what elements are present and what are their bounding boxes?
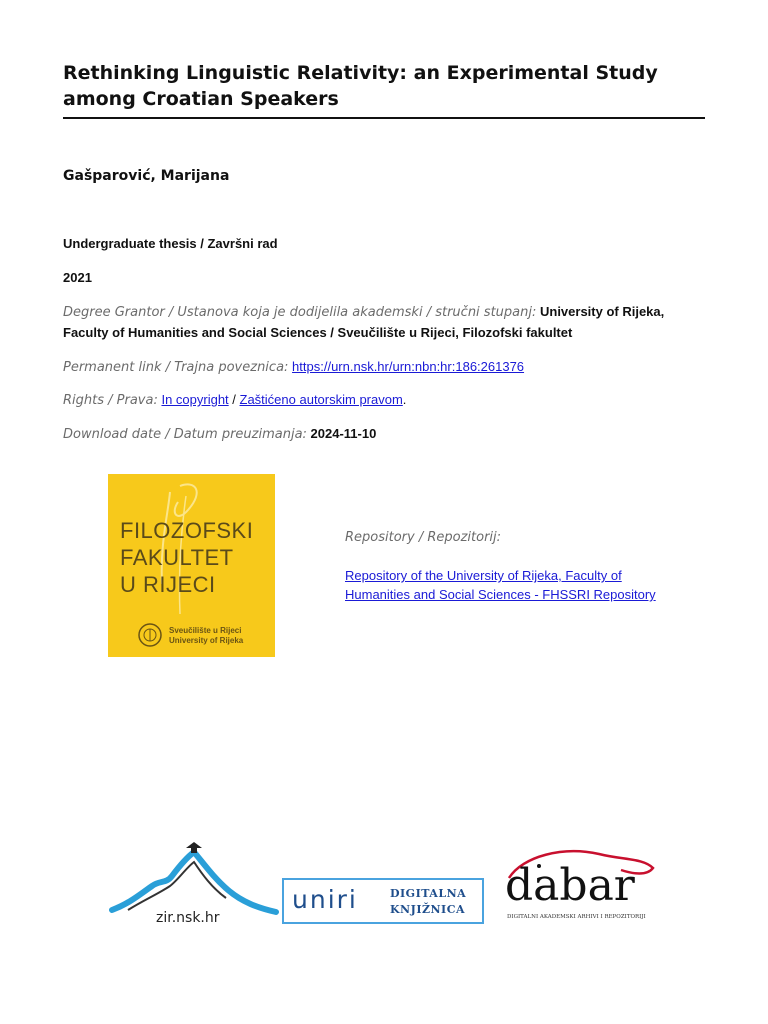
thesis-year: 2021 [63, 270, 92, 285]
rights-link-hr[interactable]: Zaštićeno autorskim pravom [239, 392, 403, 407]
repository-link-line1[interactable]: Repository of the University of Rijeka, Faculty of [345, 568, 622, 583]
degree-grantor-label: Degree Grantor / Ustanova koja je dodijelila akademski / stručni stupanj: [63, 305, 537, 320]
repository-label: Repository / Repozitorij: [345, 530, 502, 545]
document-title: Rethinking Linguistic Relativity: an Experimental Study among Croatian Speakers [63, 62, 658, 110]
mountain-icon [108, 840, 280, 916]
faculty-logo-line1: FILOZOFSKI [120, 518, 254, 543]
permanent-link-label: Permanent link / Trajna poveznica: [63, 360, 289, 375]
dabar-logo-subtitle: DIGITALNI AKADEMSKI ARHIVI I REPOZITORIJI [507, 914, 646, 920]
zir-logo [108, 840, 280, 932]
dabar-logo [503, 846, 663, 926]
rights-end: . [402, 392, 407, 407]
uniri-logo [282, 878, 484, 924]
uniri-logo-line2: KNJIŽNICA [390, 903, 465, 916]
title-divider [63, 117, 705, 119]
degree-grantor [63, 302, 703, 343]
permanent-link-url[interactable]: https://urn.nsk.hr/urn:nbn:hr:186:261376 [292, 359, 525, 374]
university-seal-icon [137, 622, 163, 648]
download-date [63, 424, 376, 445]
rights-separator: / [228, 392, 240, 407]
uniri-logo-wordmark: uniri [292, 885, 358, 914]
author-name: Gašparović, Marijana [63, 168, 230, 184]
faculty-logo-uni-en: University of Rijeka [169, 636, 244, 645]
rights-label: Rights / Prava: [63, 393, 158, 408]
uniri-logo-line1: DIGITALNA [390, 887, 467, 900]
faculty-logo-line2: FAKULTET [120, 545, 234, 570]
rights-link-en[interactable]: In copyright [161, 392, 229, 407]
repository-link[interactable] [345, 566, 685, 604]
permanent-link [63, 357, 524, 378]
degree-grantor-value: University of Rijeka, Faculty of Humanities and Social Sciences / Sveučilište u Rijeci, Filozofski fakultet [63, 304, 665, 340]
zir-logo-text: zir.nsk.hr [156, 910, 220, 926]
faculty-logo-uni-hr: Sveučilište u Rijeci [169, 626, 242, 635]
faculty-logo-line3: U RIJECI [120, 572, 216, 597]
dabar-logo-wordmark: dabar [505, 860, 635, 911]
faculty-logo [108, 474, 275, 657]
thesis-type: Undergraduate thesis / Završni rad [63, 236, 278, 251]
rights [63, 390, 406, 411]
download-date-label: Download date / Datum preuzimanja: [63, 427, 307, 442]
download-date-value: 2024-11-10 [310, 426, 377, 441]
repository-link-line2[interactable]: Humanities and Social Sciences - FHSSRI Repository [345, 587, 656, 602]
